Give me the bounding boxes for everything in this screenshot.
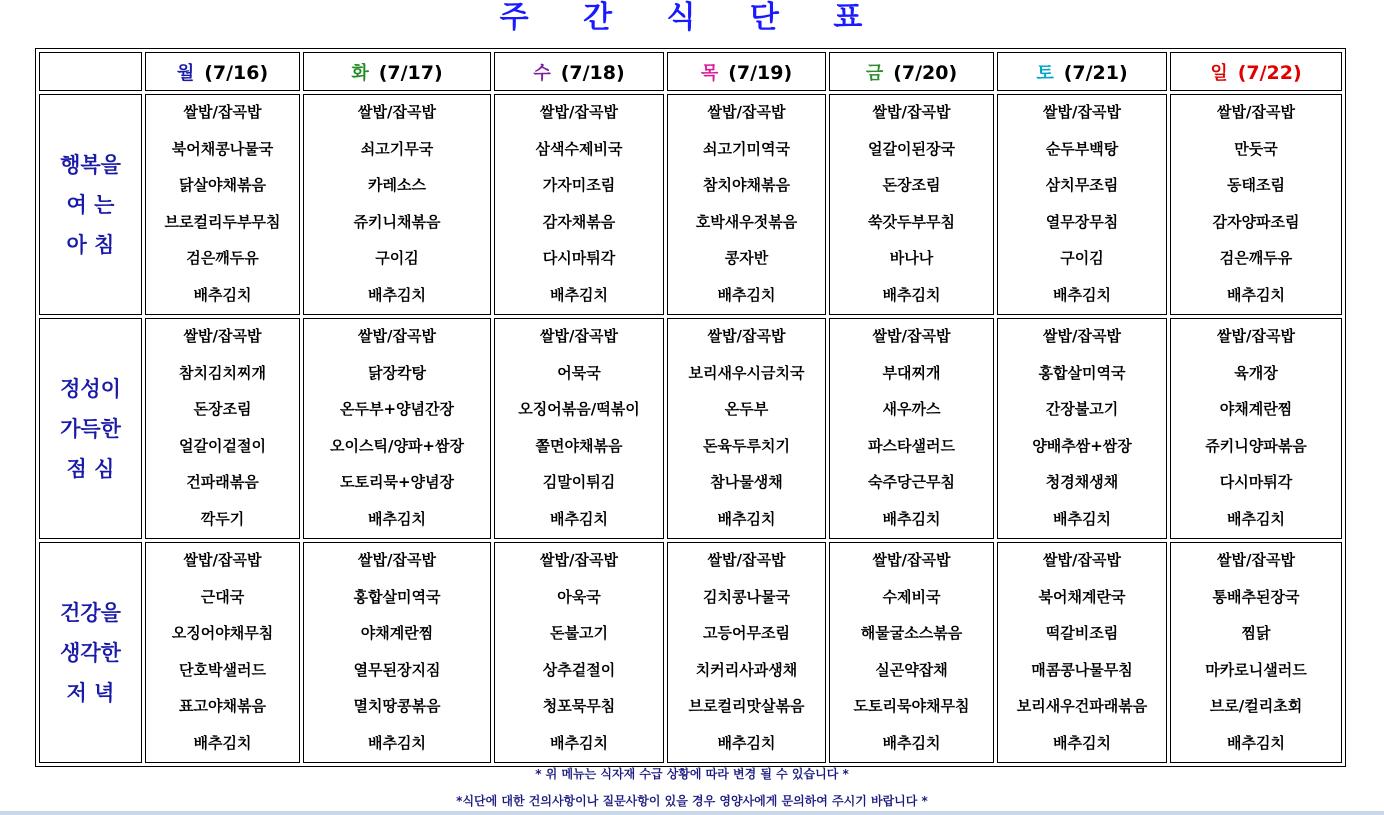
menu-item: 쌀밥/잡곡밥 <box>1217 327 1295 345</box>
meal-label-line: 가득한 <box>60 416 121 441</box>
day-header <box>829 52 994 91</box>
menu-item: 배추김치 <box>368 733 426 752</box>
menu-item: 쫄면야채볶음 <box>535 436 623 455</box>
menu-item: 온두부 <box>724 400 769 418</box>
menu-item: 육개장 <box>1234 363 1278 382</box>
menu-cell <box>303 318 491 539</box>
menu-item: 쌀밥/잡곡밥 <box>1043 551 1121 569</box>
menu-item: 배추김치 <box>550 733 608 752</box>
menu-item: 쌀밥/잡곡밥 <box>183 551 262 569</box>
menu-item: 배추김치 <box>882 509 941 528</box>
menu-item: 배추김치 <box>717 285 776 304</box>
menu-item: 열무된장지짐 <box>353 660 441 679</box>
menu-cell <box>303 94 491 315</box>
menu-item: 찜닭 <box>1241 624 1271 642</box>
day-header-row <box>39 52 1342 91</box>
menu-cell <box>667 94 826 315</box>
menu-item: 감자양파조림 <box>1212 212 1300 231</box>
menu-item: 쌀밥/잡곡밥 <box>358 103 436 121</box>
menu-item: 건파래볶음 <box>186 473 259 491</box>
day-date: (7/20) <box>893 61 958 84</box>
menu-item: 청포묵무침 <box>542 697 616 715</box>
menu-item: 쌀밥/잡곡밥 <box>707 551 786 569</box>
menu-item: 홍합살미역국 <box>353 587 441 606</box>
menu-item: 배추김치 <box>717 509 776 528</box>
menu-item: 참치김치찌개 <box>179 363 266 382</box>
menu-item: 배추김치 <box>1227 509 1285 528</box>
menu-cell <box>1170 94 1342 315</box>
menu-item: 오징어야채무침 <box>171 624 274 642</box>
day-date: (7/19) <box>728 61 793 84</box>
menu-cell <box>997 94 1167 315</box>
day-header <box>667 52 826 91</box>
menu-item: 배추김치 <box>193 285 252 304</box>
menu-cell <box>303 542 491 763</box>
meal-label <box>39 94 142 315</box>
day-date: (7/22) <box>1237 61 1302 84</box>
menu-item: 오이스틱/양파+쌈장 <box>330 436 464 455</box>
menu-item: 북어채콩나물국 <box>171 139 274 158</box>
menu-item: 간장불고기 <box>1045 400 1119 418</box>
menu-item: 마카로니샐러드 <box>1205 660 1307 679</box>
menu-item: 배추김치 <box>193 733 252 752</box>
menu-item: 배추김치 <box>717 733 776 752</box>
menu-item: 야채계란찜 <box>360 624 434 642</box>
menu-item: 깍두기 <box>200 509 245 528</box>
day-header <box>303 52 491 91</box>
day-header <box>997 52 1167 91</box>
menu-item: 바나나 <box>889 249 934 267</box>
meal-row <box>39 94 1342 315</box>
menu-cell <box>494 542 664 763</box>
menu-body <box>39 94 1342 763</box>
menu-item: 순두부백탕 <box>1045 139 1119 158</box>
menu-item: 쌀밥/잡곡밥 <box>540 551 618 569</box>
menu-item: 쇠고기무국 <box>360 139 434 158</box>
menu-item: 배추김치 <box>1227 733 1285 752</box>
menu-cell <box>145 318 300 539</box>
menu-item: 쌀밥/잡곡밥 <box>872 327 951 345</box>
day-header <box>1170 52 1342 91</box>
menu-item: 보리새우건파래볶음 <box>1016 697 1148 715</box>
menu-item: 통배추된장국 <box>1212 587 1300 606</box>
menu-item: 돈장조림 <box>193 400 252 418</box>
menu-item: 오징어볶음/떡볶이 <box>518 400 640 418</box>
menu-cell <box>829 94 994 315</box>
meal-label-line: 생각한 <box>60 640 121 665</box>
menu-item: 쌀밥/잡곡밥 <box>707 103 786 121</box>
day-glyph: 목 <box>700 62 719 84</box>
meal-label-line: 행복을 <box>60 152 121 177</box>
menu-item: 멸치땅콩볶음 <box>353 697 441 715</box>
menu-item: 근대국 <box>200 587 245 606</box>
menu-item: 양배추쌈+쌈장 <box>1032 436 1132 455</box>
menu-item: 쌀밥/잡곡밥 <box>872 551 951 569</box>
menu-item: 다시마튀각 <box>1219 473 1293 491</box>
menu-cell <box>145 94 300 315</box>
menu-item: 쥬키니양파볶음 <box>1205 436 1307 455</box>
menu-item: 동태조림 <box>1227 176 1285 194</box>
menu-item: 쌀밥/잡곡밥 <box>1043 327 1121 345</box>
menu-item: 쌀밥/잡곡밥 <box>872 103 951 121</box>
menu-item: 참치야채볶음 <box>703 176 790 194</box>
meal-label-line: 건강을 <box>60 600 121 625</box>
day-header <box>494 52 664 91</box>
menu-item: 배추김치 <box>550 285 608 304</box>
bottom-border <box>0 811 1384 815</box>
menu-item: 김치콩나물국 <box>703 587 790 606</box>
menu-item: 배추김치 <box>550 509 608 528</box>
menu-item: 매콤콩나물무침 <box>1031 660 1133 679</box>
menu-item: 배추김치 <box>1227 285 1285 304</box>
menu-item: 쌀밥/잡곡밥 <box>540 103 618 121</box>
menu-item: 떡갈비조림 <box>1045 624 1119 642</box>
menu-item: 쌀밥/잡곡밥 <box>183 327 262 345</box>
menu-item: 쌀밥/잡곡밥 <box>183 103 262 121</box>
menu-item: 상추겉절이 <box>542 660 616 679</box>
day-glyph: 토 <box>1036 62 1054 84</box>
menu-item: 돈육두루치기 <box>703 436 790 455</box>
day-date: (7/18) <box>560 61 625 84</box>
menu-cell <box>997 542 1167 763</box>
menu-item: 콩자반 <box>724 249 769 267</box>
meal-label-line: 아 침 <box>66 232 115 257</box>
menu-item: 해물굴소스볶음 <box>860 624 963 642</box>
day-glyph: 월 <box>176 62 195 84</box>
menu-item: 감자채볶음 <box>542 212 616 231</box>
meal-label-line: 저 녁 <box>66 680 115 705</box>
menu-cell <box>667 542 826 763</box>
menu-item: 배추김치 <box>368 285 426 304</box>
menu-item: 호박새우젓볶음 <box>695 212 798 231</box>
menu-item: 김말이튀김 <box>542 473 616 491</box>
menu-item: 숙주당근무침 <box>868 473 955 491</box>
meal-label <box>39 542 142 763</box>
menu-item: 어묵국 <box>557 363 601 382</box>
notice-contact: *식단에 대한 건의사항이나 질문사항이 있을 경우 영양사에게 문의하여 주시기 바랍니다 * <box>456 794 928 808</box>
menu-item: 파스타샐러드 <box>868 436 955 455</box>
day-glyph: 일 <box>1210 62 1228 84</box>
weekly-menu-table <box>35 48 1346 767</box>
menu-item: 돈불고기 <box>550 624 608 642</box>
menu-cell <box>997 318 1167 539</box>
menu-item: 야채계란찜 <box>1219 400 1293 418</box>
menu-item: 표고야채볶음 <box>179 697 266 715</box>
menu-item: 쌀밥/잡곡밥 <box>358 327 436 345</box>
menu-item: 온두부+양념간장 <box>340 400 454 418</box>
day-date: (7/16) <box>204 61 269 84</box>
day-header <box>145 52 300 91</box>
menu-item: 얼갈이겉절이 <box>179 436 266 455</box>
menu-item: 고등어무조림 <box>703 624 790 642</box>
meal-label-line: 점 심 <box>66 456 115 481</box>
day-glyph: 수 <box>533 62 551 84</box>
meal-label-line: 여 는 <box>66 192 115 217</box>
menu-item: 검은깨두유 <box>1219 249 1293 267</box>
menu-cell <box>145 542 300 763</box>
menu-item: 배추김치 <box>1053 733 1111 752</box>
day-date: (7/17) <box>378 61 443 84</box>
menu-item: 열무장무침 <box>1045 212 1119 231</box>
menu-item: 참나물생채 <box>710 473 783 491</box>
menu-item: 쥬키니채볶음 <box>353 212 441 231</box>
menu-item: 브로/컬리초회 <box>1209 697 1303 715</box>
menu-item: 실곤약잡채 <box>875 660 948 679</box>
menu-item: 홍합살미역국 <box>1038 363 1126 382</box>
meal-row <box>39 542 1342 763</box>
menu-item: 삼치무조림 <box>1045 176 1119 194</box>
menu-item: 치커리사과생채 <box>695 660 798 679</box>
menu-item: 단호박샐러드 <box>179 660 266 679</box>
menu-item: 도토리묵+양념장 <box>340 473 454 491</box>
menu-cell <box>1170 318 1342 539</box>
menu-item: 쌀밥/잡곡밥 <box>707 327 786 345</box>
menu-item: 청경채생채 <box>1045 473 1119 491</box>
menu-item: 쌀밥/잡곡밥 <box>1217 551 1295 569</box>
day-glyph: 금 <box>865 62 884 84</box>
menu-cell <box>494 94 664 315</box>
day-glyph: 화 <box>351 62 369 84</box>
menu-item: 브로컬리맛살볶음 <box>688 697 805 715</box>
menu-item: 도토리묵야채무침 <box>853 697 970 715</box>
page-title: 주 간 식 단 표 <box>499 0 885 35</box>
menu-item: 쌀밥/잡곡밥 <box>358 551 436 569</box>
menu-item: 카레소스 <box>368 176 426 194</box>
menu-item: 다시마튀각 <box>542 249 616 267</box>
corner-cell <box>39 52 142 91</box>
menu-item: 쇠고기미역국 <box>703 139 790 158</box>
menu-cell <box>829 542 994 763</box>
menu-item: 쌀밥/잡곡밥 <box>540 327 618 345</box>
menu-item: 닭살야채볶음 <box>179 176 266 194</box>
menu-cell <box>667 318 826 539</box>
day-date: (7/21) <box>1063 61 1128 84</box>
menu-item: 쑥갓두부무침 <box>868 212 955 231</box>
menu-item: 브로컬리두부무침 <box>164 212 281 231</box>
menu-cell <box>494 318 664 539</box>
menu-item: 구이김 <box>375 249 419 267</box>
menu-cell <box>829 318 994 539</box>
menu-item: 쌀밥/잡곡밥 <box>1043 103 1121 121</box>
menu-item: 배추김치 <box>882 285 941 304</box>
meal-label-line: 정성이 <box>60 376 121 401</box>
menu-item: 쌀밥/잡곡밥 <box>1217 103 1295 121</box>
menu-item: 배추김치 <box>1053 285 1111 304</box>
notice-change: * 위 메뉴는 식자재 수급 상황에 따라 변경 될 수 있습니다 * <box>535 767 849 781</box>
menu-item: 배추김치 <box>1053 509 1111 528</box>
menu-item: 수제비국 <box>882 587 941 606</box>
menu-item: 배추김치 <box>882 733 941 752</box>
menu-item: 삼색수제비국 <box>535 139 623 158</box>
meal-row <box>39 318 1342 539</box>
menu-item: 새우까스 <box>882 400 941 418</box>
menu-cell <box>1170 542 1342 763</box>
menu-item: 구이김 <box>1060 249 1104 267</box>
menu-item: 보리새우시금치국 <box>688 363 805 382</box>
meal-label <box>39 318 142 539</box>
menu-item: 배추김치 <box>368 509 426 528</box>
menu-item: 만둣국 <box>1234 139 1278 158</box>
menu-item: 검은깨두유 <box>186 249 259 267</box>
menu-item: 가자미조림 <box>542 176 616 194</box>
menu-item: 얼갈이된장국 <box>868 139 955 158</box>
menu-item: 부대찌개 <box>882 363 941 382</box>
menu-item: 닭장칵탕 <box>368 363 426 382</box>
menu-item: 돈장조림 <box>882 176 941 194</box>
menu-item: 북어채계란국 <box>1038 587 1126 606</box>
menu-item: 아욱국 <box>557 587 601 606</box>
